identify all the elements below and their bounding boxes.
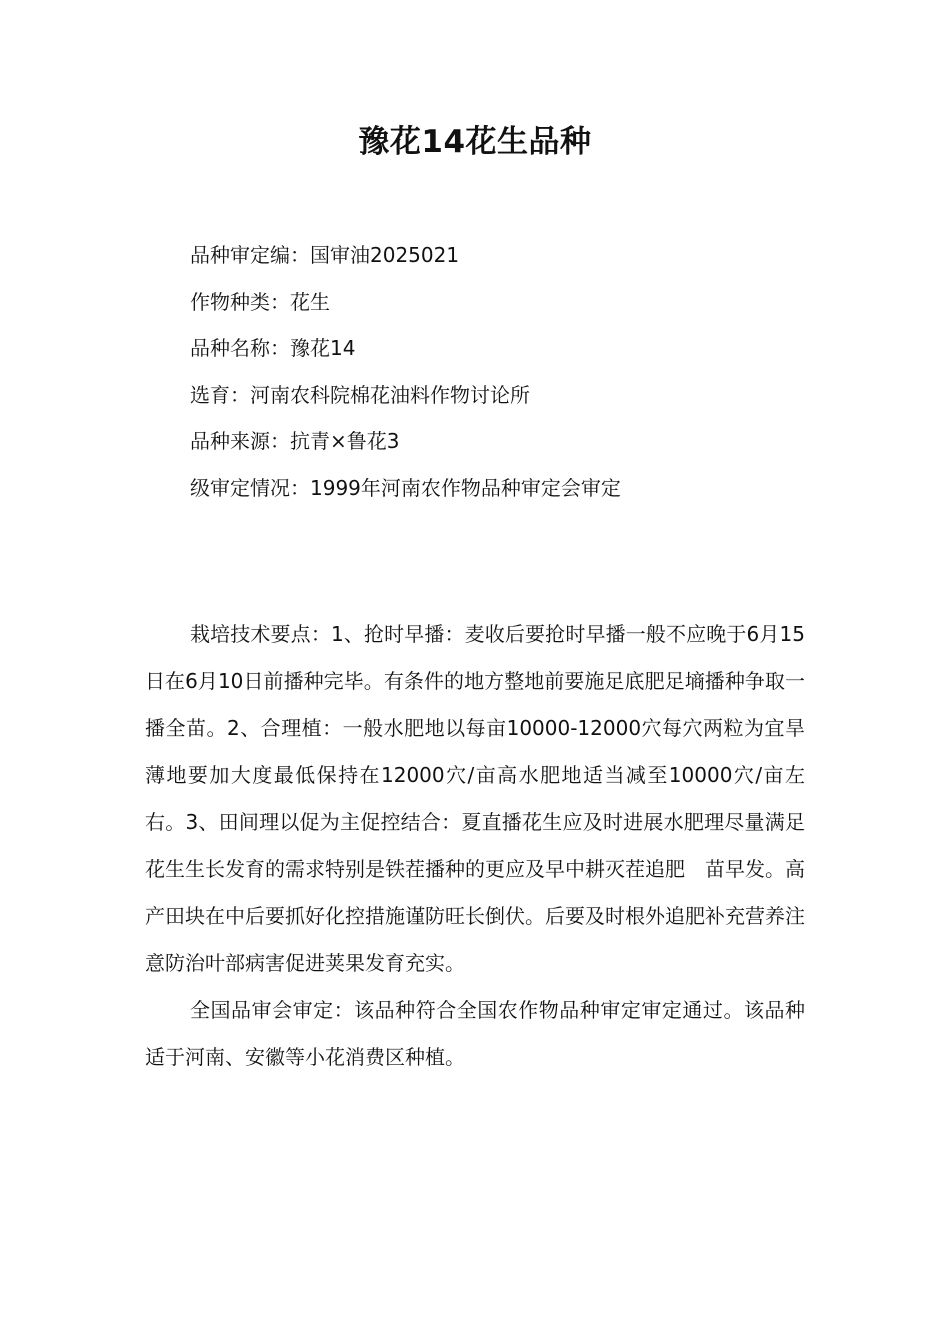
variety-info-list xyxy=(190,237,621,516)
info-line-registration-number: 品种审定编：国审油2025021 xyxy=(190,243,460,267)
info-line-crop-type: 作物种类：花生 xyxy=(190,289,330,314)
info-line-origin: 品种来源：抗青×鲁花3 xyxy=(190,429,400,453)
approval-paragraph: 全国品审会审定：该品种符合全国农作物品种审定审定通过。该品种适于河南、安徽等小花消费区种植。 xyxy=(145,998,805,1069)
cultivation-paragraph: 栽培技术要点：1、抢时早播：麦收后要抢时早播一般不应晚于6月15日在6月10日前播种完毕。有条件的地方整地前要施足底肥足墒播种争取一播全苗。2、合理植：一般水肥地以每亩10000-12000穴每穴两粒为宜旱薄地要加大度最低保持在12000穴/亩高水肥地适当减至10000穴/亩左右。3、田间理以促为主促控结合：夏直播花生应及时进展水肥理尽量满足花生生长发育的需求特别是铁茬播种的更应及早中耕灭茬追肥 苗早发。高产田块在中后要抓好化控措施谨防旺长倒伏。后要及时根外追肥补充营养注意防治叶部病害促进荚果发育充实。 xyxy=(145,622,805,975)
info-line-approval-status: 级审定情况：1999年河南农作物品种审定会审定 xyxy=(190,475,621,500)
document-title: 豫花14花生品种 xyxy=(358,124,592,160)
document-body xyxy=(145,611,805,1081)
info-line-breeder: 选育：河南农科院棉花油料作物讨论所 xyxy=(190,382,530,407)
info-line-variety-name: 品种名称：豫花14 xyxy=(190,336,356,360)
